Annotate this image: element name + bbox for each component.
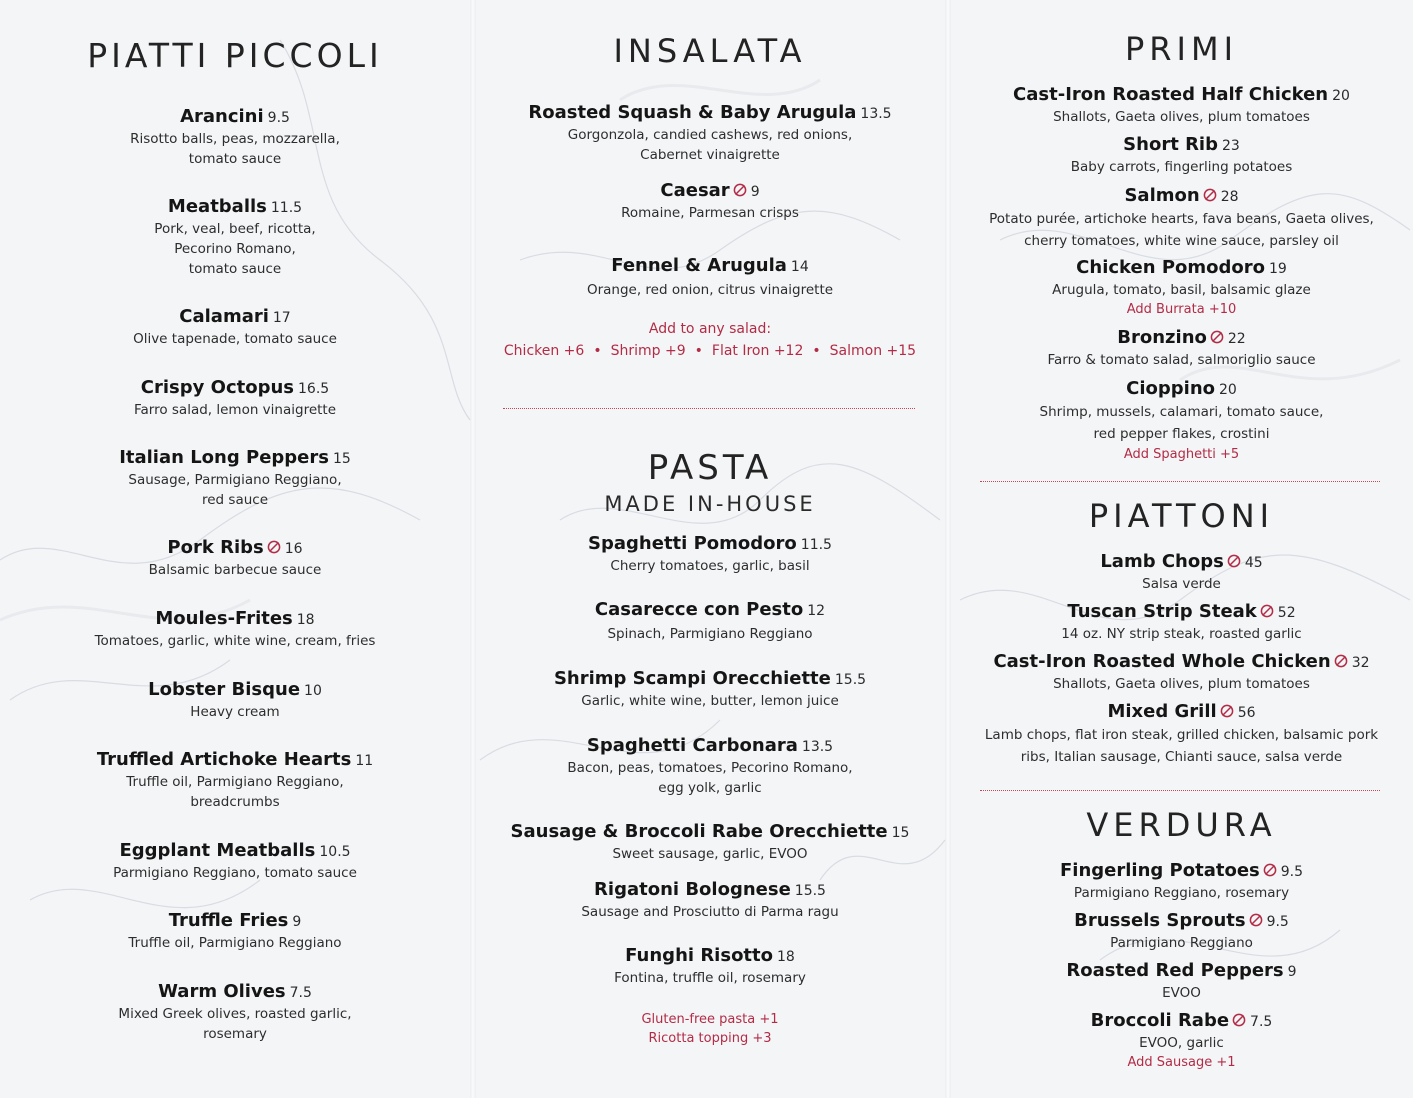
item-description: Farro & tomato salad, salmoriglio sauce (1047, 352, 1316, 368)
addon-shrimp: Shrimp +9 (610, 343, 686, 359)
item-description: Cherry tomatoes, garlic, basil (610, 558, 810, 574)
addon-spaghetti: Add Spaghetti +5 (1123, 447, 1240, 462)
item-description: Olive tapenade, tomato sauce (133, 331, 337, 347)
item-name: Tuscan Strip Steak (1067, 601, 1257, 622)
item-name: Bronzino (1117, 327, 1207, 348)
item-name: Truffled Artichoke Hearts (96, 749, 352, 770)
section-divider (503, 408, 915, 409)
section-title-pasta: PASTA (647, 448, 773, 488)
item-name: Short Rib (1123, 134, 1218, 155)
item-description: Balsamic barbecue sauce (148, 562, 322, 578)
menu-item-cioppino (950, 378, 1413, 464)
item-name: Shrimp Scampi Orecchiette (553, 668, 831, 689)
item-price: 32 (1351, 655, 1370, 671)
item-description: 14 oz. NY strip steak, roasted garlic (1061, 626, 1302, 642)
item-description: Farro salad, lemon vinaigrette (133, 402, 337, 418)
section-title-verdura: VERDURA (1086, 806, 1277, 844)
item-price: 52 (1277, 605, 1296, 621)
item-price: 11.5 (270, 200, 303, 216)
item-name: Lamb Chops (1100, 551, 1224, 572)
item-name: Rigatoni Bolognese (594, 879, 791, 900)
menu-item-fingerling-potatoes (950, 860, 1413, 903)
item-price: 14 (790, 259, 809, 275)
item-name: Mixed Grill (1107, 701, 1217, 722)
item-price: 17 (272, 310, 291, 326)
gluten-free-icon (1334, 654, 1348, 668)
item-description: Parmigiano Reggiano, tomato sauce (113, 865, 357, 881)
item-name: Caesar (660, 180, 730, 201)
menu-item-roasted-squash (475, 102, 945, 165)
item-description: Tomatoes, garlic, white wine, cream, fries (94, 633, 376, 649)
gluten-free-icon (1263, 863, 1277, 877)
column-piatti-piccoli (0, 0, 470, 1098)
item-name: Cast-Iron Roasted Half Chicken (1013, 84, 1329, 105)
item-description: Bacon, peas, tomatoes, Pecorino Romano, (567, 760, 853, 776)
item-description: Romaine, Parmesan crisps (621, 205, 799, 221)
item-description: Pork, veal, beef, ricotta, (154, 221, 316, 237)
item-price: 15 (332, 451, 351, 467)
item-price: 18 (777, 949, 795, 965)
item-price: 19 (1269, 261, 1287, 277)
item-name: Spaghetti Pomodoro (588, 533, 797, 554)
item-description: Mixed Greek olives, roasted garlic, (118, 1006, 352, 1022)
item-name: Truffle Fries (168, 910, 289, 931)
item-name: Casarecce con Pesto (594, 599, 804, 620)
menu-item-whole-chicken (950, 651, 1413, 694)
menu-item-eggplant-meatballs (0, 840, 470, 883)
item-description: Salsa verde (1142, 576, 1221, 592)
item-price: 13.5 (860, 106, 892, 122)
menu-item-spaghetti-carbonara (475, 735, 945, 798)
item-name: Roasted Squash & Baby Arugula (528, 102, 857, 123)
menu-item-truffled-artichoke-hearts (0, 749, 470, 812)
item-description: cherry tomatoes, white wine sauce, parsley oil (1024, 233, 1339, 249)
menu-item-spaghetti-pomodoro (475, 533, 945, 576)
salad-addons-list (475, 340, 945, 362)
item-description: EVOO (1162, 985, 1201, 1001)
item-name: Crispy Octopus (140, 377, 295, 398)
item-price: 11 (355, 753, 374, 769)
section-title-insalata: INSALATA (613, 32, 807, 70)
menu-item-broccoli-rabe (950, 1010, 1413, 1072)
menu-item-casarecce-pesto (475, 599, 945, 644)
menu-item-short-rib (950, 134, 1413, 177)
item-description: tomato sauce (188, 151, 282, 167)
gluten-free-icon (1203, 188, 1217, 202)
item-description: Parmigiano Reggiano, rosemary (1073, 885, 1290, 901)
item-name: Sausage & Broccoli Rabe Orecchiette (510, 821, 888, 842)
item-description: Heavy cream (190, 704, 280, 720)
item-description: Pecorino Romano, (174, 241, 296, 257)
item-name: Cast-Iron Roasted Whole Chicken (993, 651, 1331, 672)
item-description: Sausage and Prosciutto di Parma ragu (581, 904, 839, 920)
item-description: Garlic, white wine, butter, lemon juice (581, 693, 839, 709)
section-subtitle-pasta: MADE IN-HOUSE (604, 492, 816, 516)
menu-item-sausage-broccoli-rabe (475, 821, 945, 864)
item-price: 22 (1227, 331, 1246, 347)
item-name: Brussels Sprouts (1074, 910, 1246, 931)
item-price: 20 (1332, 88, 1350, 104)
item-description: Shallots, Gaeta olives, plum tomatoes (1053, 676, 1310, 692)
item-description: Sausage, Parmigiano Reggiano, (128, 472, 342, 488)
gluten-free-icon (1232, 1013, 1246, 1027)
section-divider (980, 481, 1380, 482)
item-name: Italian Long Peppers (119, 447, 329, 468)
item-price: 13.5 (801, 739, 834, 755)
item-price: 28 (1220, 189, 1239, 205)
item-price: 18 (296, 612, 315, 628)
menu-item-pork-ribs (0, 537, 470, 580)
menu-item-caesar (475, 180, 945, 223)
salad-addons (475, 318, 945, 362)
item-description: egg yolk, garlic (658, 780, 762, 796)
item-name: Funghi Risotto (625, 945, 774, 966)
item-price: 23 (1221, 138, 1240, 154)
item-description: rosemary (203, 1026, 267, 1042)
item-price: 7.5 (1250, 1014, 1273, 1030)
menu-item-italian-long-peppers (0, 447, 470, 510)
item-price: 9.5 (1266, 914, 1289, 930)
item-name: Broccoli Rabe (1090, 1010, 1230, 1031)
menu-item-calamari (0, 306, 470, 349)
item-price: 12 (807, 603, 826, 619)
item-description: Cabernet vinaigrette (640, 147, 780, 163)
menu-item-bronzino (950, 327, 1413, 370)
item-name: Fennel & Arugula (611, 255, 787, 276)
item-description: Potato purée, artichoke hearts, fava beans, Gaeta olives, (989, 211, 1374, 227)
menu-item-roasted-red-peppers (950, 960, 1413, 1003)
menu-item-rigatoni-bolognese (475, 879, 945, 922)
item-description: breadcrumbs (190, 794, 280, 810)
column-primi-piattoni-verdura (950, 0, 1413, 1098)
item-price: 9 (750, 184, 760, 200)
item-description: Baby carrots, fingerling potatoes (1070, 159, 1293, 175)
item-name: Warm Olives (158, 981, 286, 1002)
item-description: Truffle oil, Parmigiano Reggiano (128, 935, 342, 951)
menu-item-half-chicken (950, 84, 1413, 127)
menu-item-moules-frites (0, 608, 470, 651)
addon-chicken: Chicken +6 (503, 343, 585, 359)
gluten-free-icon (733, 183, 747, 197)
menu-item-meatballs (0, 196, 470, 279)
menu-item-salmon (950, 185, 1413, 252)
item-price: 7.5 (289, 985, 312, 1001)
menu-item-lamb-chops (950, 551, 1413, 594)
gluten-free-icon (1210, 330, 1224, 344)
item-name: Roasted Red Peppers (1066, 960, 1284, 981)
item-name: Lobster Bisque (148, 679, 301, 700)
addon-flat-iron: Flat Iron +12 (711, 343, 804, 359)
item-price: 9 (1287, 964, 1297, 980)
item-description: red pepper flakes, crostini (1093, 426, 1270, 442)
item-name: Salmon (1124, 185, 1200, 206)
gluten-free-icon (1227, 554, 1241, 568)
item-description: Gorgonzola, candied cashews, red onions, (567, 127, 853, 143)
item-description: Shrimp, mussels, calamari, tomato sauce, (1039, 404, 1324, 420)
item-price: 20 (1219, 382, 1237, 398)
section-title-primi: PRIMI (1124, 30, 1238, 68)
addon-sausage: Add Sausage +1 (1127, 1055, 1236, 1070)
item-name: Eggplant Meatballs (119, 840, 316, 861)
pasta-notes (475, 1010, 945, 1048)
note-ricotta-topping: Ricotta topping +3 (648, 1031, 772, 1046)
bullet-separator: • (694, 343, 703, 359)
gluten-free-icon (267, 540, 281, 554)
item-description: Sweet sausage, garlic, EVOO (612, 846, 808, 862)
menu-item-crispy-octopus (0, 377, 470, 420)
item-price: 16.5 (298, 381, 330, 397)
gluten-free-icon (1220, 704, 1234, 718)
item-price: 45 (1244, 555, 1263, 571)
item-price: 9.5 (267, 110, 290, 126)
item-price: 15.5 (834, 672, 867, 688)
item-description: Spinach, Parmigiano Reggiano (607, 626, 813, 642)
section-divider (980, 790, 1380, 791)
note-gluten-free-pasta: Gluten-free pasta +1 (641, 1012, 779, 1027)
item-name: Meatballs (167, 196, 267, 217)
menu-item-warm-olives (0, 981, 470, 1044)
menu-item-shrimp-scampi (475, 668, 945, 711)
item-name: Arancini (180, 106, 264, 127)
item-name: Pork Ribs (167, 537, 264, 558)
item-description: Lamb chops, flat iron steak, grilled chicken, balsamic pork (984, 727, 1379, 743)
bullet-separator: • (812, 343, 821, 359)
item-description: ribs, Italian sausage, Chianti sauce, salsa verde (1020, 749, 1343, 765)
salad-addons-label: Add to any salad: (648, 321, 772, 337)
item-description: Risotto balls, peas, mozzarella, (130, 131, 340, 147)
menu-item-brussels-sprouts (950, 910, 1413, 953)
item-description: Shallots, Gaeta olives, plum tomatoes (1053, 109, 1310, 125)
section-title-piatti-piccoli: PIATTI PICCOLI (87, 36, 383, 75)
menu-item-arancini (0, 106, 470, 169)
item-description: Orange, red onion, citrus vinaigrette (586, 282, 834, 298)
menu-item-mixed-grill (950, 701, 1413, 768)
gluten-free-icon (1249, 913, 1263, 927)
item-description: red sauce (201, 492, 268, 508)
item-price: 16 (284, 541, 303, 557)
bullet-separator: • (593, 343, 602, 359)
addon-burrata: Add Burrata +10 (1126, 302, 1237, 317)
gluten-free-icon (1260, 604, 1274, 618)
menu-item-funghi-risotto (475, 945, 945, 988)
menu-item-fennel-arugula (475, 255, 945, 300)
item-price: 9.5 (1280, 864, 1304, 880)
item-name: Fingerling Potatoes (1059, 860, 1260, 881)
item-price: 10.5 (319, 844, 351, 860)
item-name: Calamari (179, 306, 269, 327)
item-name: Moules-Frites (155, 608, 293, 629)
item-description: Parmigiano Reggiano (1110, 935, 1253, 951)
item-description: Arugula, tomato, basil, balsamic glaze (1052, 282, 1311, 298)
item-price: 15 (891, 825, 910, 841)
menu-item-lobster-bisque (0, 679, 470, 722)
item-description: tomato sauce (188, 261, 282, 277)
item-name: Cioppino (1126, 378, 1216, 399)
item-description: EVOO, garlic (1139, 1035, 1224, 1051)
item-price: 10 (304, 683, 322, 699)
item-price: 9 (292, 914, 302, 930)
item-name: Spaghetti Carbonara (586, 735, 798, 756)
item-description: Fontina, truffle oil, rosemary (614, 970, 806, 986)
menu-item-tuscan-strip-steak (950, 601, 1413, 644)
item-price: 56 (1237, 705, 1256, 721)
item-price: 11.5 (800, 537, 832, 553)
item-description: Truffle oil, Parmigiano Reggiano, (126, 774, 344, 790)
menu-item-truffle-fries (0, 910, 470, 953)
item-price: 15.5 (794, 883, 826, 899)
column-insalata-pasta (475, 0, 945, 1098)
section-title-piattoni: PIATTONI (1088, 497, 1275, 535)
menu-item-chicken-pomodoro (950, 257, 1413, 319)
addon-salmon: Salmon +15 (829, 343, 917, 359)
item-name: Chicken Pomodoro (1076, 257, 1265, 278)
